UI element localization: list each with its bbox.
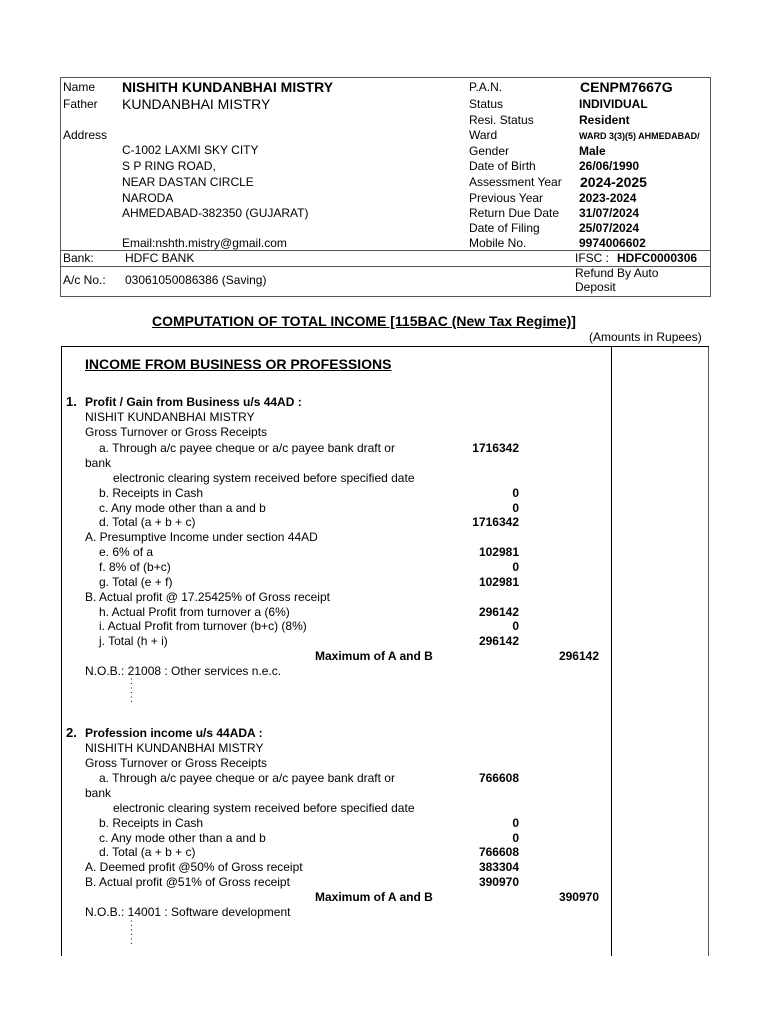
s1-b: b. Receipts in Cash <box>99 486 204 500</box>
s1-heading: Profit / Gain from Business u/s 44AD : <box>85 395 302 409</box>
date-of-filing-label: Date of Filing <box>469 221 540 235</box>
acno-label: A/c No.: <box>63 273 106 287</box>
s1-b-value: 0 <box>512 486 519 500</box>
father-name: KUNDANBHAI MISTRY <box>122 96 271 112</box>
table-left-border <box>61 346 62 956</box>
s1-B: B. Actual profit @ 17.25425% of Gross receipt <box>85 590 330 604</box>
s2-number: 2. <box>66 725 77 740</box>
s2-b: b. Receipts in Cash <box>99 816 204 830</box>
s1-a-line3: electronic clearing system received before specified date <box>113 471 415 485</box>
s1-d: d. Total (a + b + c) <box>99 515 196 529</box>
s1-gross: Gross Turnover or Gross Receipts <box>85 425 268 439</box>
s1-h-value: 296142 <box>478 605 519 619</box>
address-line-2: S P RING ROAD, <box>122 159 216 173</box>
ward-label: Ward <box>469 128 498 142</box>
s1-a-line2: bank <box>85 456 112 470</box>
s2-d-value: 766608 <box>478 845 519 859</box>
s2-d: d. Total (a + b + c) <box>99 845 196 859</box>
s2-a-line1: a. Through a/c payee cheque or a/c payee bank draft or <box>99 771 395 785</box>
amounts-note: (Amounts in Rupees) <box>589 330 702 344</box>
gender-label: Gender <box>469 144 510 158</box>
father-label: Father <box>63 97 98 111</box>
s2-name: NISHITH KUNDANBHAI MISTRY <box>85 741 264 755</box>
resi-status-label: Resi. Status <box>469 113 534 127</box>
s1-i-value: 0 <box>512 619 519 633</box>
s2-max-label: Maximum of A and B <box>315 890 433 904</box>
table-top-border <box>61 346 709 347</box>
s1-j-value: 296142 <box>478 634 519 648</box>
s2-a-value: 766608 <box>478 771 519 785</box>
s1-max-value: 296142 <box>558 649 599 663</box>
s1-f-value: 0 <box>512 560 519 574</box>
s1-f: f. 8% of (b+c) <box>99 560 171 574</box>
s1-a-value: 1716342 <box>472 441 519 455</box>
address-line-1: C-1002 LAXMI SKY CITY <box>122 143 259 157</box>
address-line-5: AHMEDABAD-382350 (GUJARAT) <box>122 206 309 220</box>
mobile-label: Mobile No. <box>469 236 527 250</box>
assessment-year-label: Assessment Year <box>469 175 562 189</box>
assessment-year-value: 2024-2025 <box>580 174 647 190</box>
s1-d-value: 1716342 <box>472 515 519 529</box>
s2-nob: N.O.B.: 14001 : Software development <box>85 905 291 919</box>
address-line-3: NEAR DASTAN CIRCLE <box>122 175 254 189</box>
pan-label: P.A.N. <box>469 80 503 94</box>
ward-value: WARD 3(3)(5) AHMEDABAD/ <box>579 131 700 141</box>
s2-a-line3: electronic clearing system received before specified date <box>113 801 415 815</box>
s1-max-label: Maximum of A and B <box>315 649 433 663</box>
table-right-border <box>708 346 709 956</box>
s1-number: 1. <box>66 394 77 409</box>
s2-a-line2: bank <box>85 786 112 800</box>
s1-j: j. Total (h + i) <box>99 634 168 648</box>
s1-dots-2: : <box>130 685 133 696</box>
s2-gross: Gross Turnover or Gross Receipts <box>85 756 268 770</box>
s1-c: c. Any mode other than a and b <box>99 501 266 515</box>
address-label: Address <box>63 128 108 142</box>
s1-e: e. 6% of a <box>99 545 154 559</box>
s1-c-value: 0 <box>512 501 519 515</box>
bank-name: HDFC BANK <box>125 251 195 265</box>
s1-a-line1: a. Through a/c payee cheque or a/c payee bank draft or <box>99 441 395 455</box>
computation-title: COMPUTATION OF TOTAL INCOME [115BAC (New Tax Regime)] <box>152 313 576 329</box>
acno-value: 03061050086386 (Saving) <box>125 273 267 287</box>
s2-c-value: 0 <box>512 831 519 845</box>
previous-year-value: 2023-2024 <box>579 191 637 205</box>
previous-year-label: Previous Year <box>469 191 544 205</box>
ifsc-label: IFSC : <box>575 251 610 265</box>
s2-heading: Profession income u/s 44ADA : <box>85 726 263 740</box>
s1-name: NISHIT KUNDANBHAI MISTRY <box>85 410 255 424</box>
refund-line-2: Deposit <box>575 280 616 294</box>
s2-B-value: 390970 <box>478 875 519 889</box>
s2-b-value: 0 <box>512 816 519 830</box>
email: Email:nshth.mistry@gmail.com <box>122 236 287 250</box>
s1-nob: N.O.B.: 21008 : Other services n.e.c. <box>85 664 282 678</box>
dob-value: 26/06/1990 <box>579 159 640 173</box>
dob-label: Date of Birth <box>469 159 536 173</box>
s1-A: A. Presumptive Income under section 44AD <box>85 530 318 544</box>
status-label: Status <box>469 97 504 111</box>
address-line-4: NARODA <box>122 191 174 205</box>
return-due-date-label: Return Due Date <box>469 206 560 220</box>
status-value: INDIVIDUAL <box>579 97 648 111</box>
taxpayer-name: NISHITH KUNDANBHAI MISTRY <box>122 79 334 95</box>
date-of-filing-value: 25/07/2024 <box>579 221 640 235</box>
s2-dots-1: : <box>130 918 133 929</box>
s1-e-value: 102981 <box>478 545 519 559</box>
name-label: Name <box>63 80 96 94</box>
resi-status-value: Resident <box>579 113 630 127</box>
ifsc-value: HDFC0000306 <box>617 251 698 265</box>
table-mid-border <box>611 346 612 956</box>
s2-dots-3: : <box>130 936 133 947</box>
section-heading: INCOME FROM BUSINESS OR PROFESSIONS <box>85 356 392 372</box>
s1-g: g. Total (e + f) <box>99 575 173 589</box>
s1-dots-1: : <box>130 676 133 687</box>
return-due-date-value: 31/07/2024 <box>579 206 640 220</box>
bank-label: Bank: <box>63 251 94 265</box>
s2-max-value: 390970 <box>558 890 599 904</box>
s2-c: c. Any mode other than a and b <box>99 831 266 845</box>
s2-A: A. Deemed profit @50% of Gross receipt <box>85 860 303 874</box>
s2-dots-2: : <box>130 927 133 938</box>
mobile-value: 9974006602 <box>579 236 646 250</box>
refund-line-1: Refund By Auto <box>575 266 659 280</box>
s2-A-value: 383304 <box>478 860 519 874</box>
s1-dots-3: : <box>130 694 133 705</box>
s1-h: h. Actual Profit from turnover a (6%) <box>99 605 290 619</box>
s2-B: B. Actual profit @51% of Gross receipt <box>85 875 290 889</box>
gender-value: Male <box>579 144 606 158</box>
s1-i: i. Actual Profit from turnover (b+c) (8%) <box>99 619 307 633</box>
pan-value: CENPM7667G <box>580 79 673 95</box>
s1-g-value: 102981 <box>478 575 519 589</box>
